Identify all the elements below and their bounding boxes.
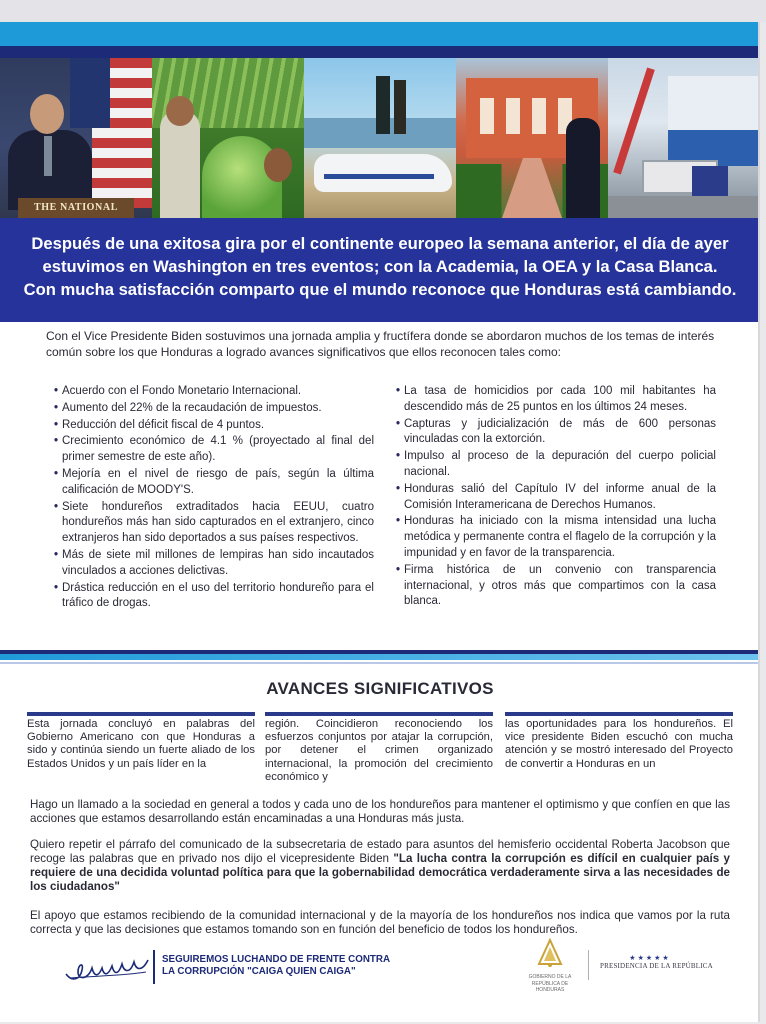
gov-caption-line-1: GOBIERNO DE LA	[528, 974, 572, 980]
press-release-page	[0, 22, 760, 1022]
stars-icon: ★★★★★	[629, 955, 671, 962]
bullet-dot-icon: •	[396, 515, 401, 528]
cargo-ship	[668, 76, 760, 166]
photo-building	[456, 58, 608, 218]
bullet-dot-icon: •	[54, 435, 59, 448]
header-navy-bar	[0, 46, 760, 58]
bullet-dot-icon: •	[54, 385, 59, 397]
bullet-item: • Crecimiento económico de 4.1 % (proyectado al final del primer semestre de este año).	[54, 434, 374, 466]
port-crane	[613, 67, 655, 174]
summary-column-text: las oportunidades para los hondureños. El vice presidente Biden escuchó con mucha atención y se mostró interesado del Proyecto de convertir a Honduras en un	[505, 718, 733, 770]
biden-quote: "La lucha contra la corrupción es difícil en cualquier país y requiere de una decidida voluntad política para que la gobernabilidad democrática verdaderamente sirva a las necesidades de los ciudadanos"	[30, 852, 730, 893]
footer-divider-thin	[588, 950, 589, 980]
speaker-tie	[44, 136, 52, 176]
intro-line-2: común sobre los que Honduras a logrado avances significativos que ellos reconocen tales como:	[46, 345, 561, 359]
bullet-dot-icon: •	[396, 417, 401, 430]
footer-divider	[153, 950, 155, 984]
slogan-line-1: SEGUIREMOS LUCHANDO DE FRENTE CONTRA	[162, 954, 391, 965]
bullet-item: • Honduras salió del Capítulo IV del informe anual de la Comisión Interamericana de Derechos Humanos.	[396, 482, 716, 514]
bullet-dot-icon: •	[54, 467, 59, 480]
bullet-dot-icon: •	[396, 450, 401, 463]
photo-seized-plane	[304, 58, 456, 218]
headline-banner	[0, 218, 760, 322]
summary-column-1	[27, 712, 255, 771]
quote-paragraph	[30, 838, 730, 894]
flag-canton	[70, 58, 110, 128]
summary-column-2	[265, 712, 493, 784]
column-top-bar	[265, 712, 493, 716]
bullet-item: • Firma histórica de un convenio con transparencia internacional, y otros más que compartimos con la casa blanca.	[396, 563, 716, 610]
bullet-item: • Reducción del déficit fiscal de 4 puntos.	[54, 418, 374, 434]
column-top-bar	[27, 712, 255, 716]
bullet-item: • Mejoría en el nivel de riesgo de país, según la última calificación de MOODY'S.	[54, 467, 374, 499]
summary-column-text: Esta jornada concluyó en palabras del Gobierno Americano con que Honduras a sido y continúa siendo un fuerte aliado de los Estados Unidos y un país líder en la	[27, 718, 255, 770]
bullet-dot-icon: •	[54, 548, 59, 561]
signature-icon	[62, 954, 152, 984]
summary-column-text: región. Coincidieron reconociendo los esfuerzos conjuntos por atajar la corrupción, por detener el crimen organizado internacional, la promoción del crecimiento económico y	[265, 718, 493, 783]
column-top-bar	[505, 712, 733, 716]
bullet-item: • Más de siete mil millones de lempiras han sido incautados vinculados a acciones delictivas.	[54, 548, 374, 580]
bullet-dot-icon: •	[396, 385, 401, 397]
coat-of-arms-icon	[537, 938, 563, 968]
bullet-item: • Drástica reducción en el uso del territorio hondureño para el tráfico de drogas.	[54, 581, 374, 613]
call-to-society-paragraph: Hago un llamado a la sociedad en general a todos y cada uno de los hondureños para mantener el optimismo y que confíen en que las acciones que estamos desarrollando están encaminadas a una Honduras más justa.	[30, 798, 730, 825]
farmer2-head	[264, 148, 292, 182]
summary-column-3	[505, 712, 733, 771]
intro-paragraph	[46, 328, 726, 360]
photo-speaker-podium	[0, 58, 152, 218]
podium-label: THE NATIONAL	[18, 198, 134, 218]
government-emblem	[520, 938, 580, 994]
headline-line-2: estuvimos en Washington en tres eventos; con la Academia, la OEA y la Casa Blanca.	[42, 257, 718, 276]
section-divider-light	[0, 662, 760, 664]
plane-fuselage	[314, 154, 452, 192]
port-ground	[608, 196, 760, 218]
quote-intro: Quiero repetir el párrafo del comunicado de la subsecretaria de estado para asuntos del hemisferio occidental Roberta Jacobson que recoge las palabras que en privado nos dijo el vicepresidente Biden	[30, 838, 730, 865]
headline-line-3: Con mucha satisfacción comparto que el mundo reconoce que Honduras está cambiando.	[23, 280, 737, 299]
presidencia-label: PRESIDENCIA DE LA REPÚBLICA	[600, 962, 713, 970]
speaker-head	[30, 94, 64, 134]
bullet-dot-icon: •	[396, 563, 401, 576]
header-cyan-bar	[0, 22, 760, 46]
section-divider-cyan	[0, 654, 760, 660]
headline-line-1: Después de una exitosa gira por el continente europeo la semana anterior, el día de ayer	[31, 234, 729, 253]
bullet-item: • Siete hondureños extraditados hacia EEUU, cuatro hondureños más han sido capturados en el extranjero, cinco extranjeros han sido deportados a sus países respectivos.	[54, 500, 374, 547]
bullet-item: • Acuerdo con el Fondo Monetario Internacional.	[54, 384, 374, 400]
gov-caption-line-2: REPÚBLICA DE HONDURAS	[531, 981, 569, 993]
bullet-item: • Impulso al proceso de la depuración del cuerpo policial nacional.	[396, 449, 716, 481]
farmer-head	[166, 96, 194, 126]
farmer-body	[160, 110, 200, 218]
slogan-line-2: LA CORRUPCIÓN "CAIGA QUIEN CAIGA"	[162, 966, 356, 977]
top-strip	[0, 0, 766, 22]
guard-figure	[566, 118, 600, 218]
photo-strip	[0, 58, 760, 218]
plane-stripe	[324, 174, 434, 179]
bullet-item: • La tasa de homicidios por cada 100 mil habitantes ha descendido más de 25 puntos en los últimos 24 meses.	[396, 384, 716, 416]
soldier-figure	[376, 76, 390, 134]
bullet-dot-icon: •	[54, 500, 59, 513]
bullet-dot-icon: •	[54, 418, 59, 431]
soldier-figure-2	[394, 80, 406, 134]
section-title: AVANCES SIGNIFICATIVOS	[266, 679, 494, 698]
intro-line-1: Con el Vice Presidente Biden sostuvimos una jornada amplia y fructífera donde se abordaron muchos de los temas de interés	[46, 329, 715, 343]
photo-port	[608, 58, 760, 218]
truck-cab	[692, 166, 728, 196]
bullets-right-column	[396, 384, 716, 611]
bullet-dot-icon: •	[54, 581, 59, 594]
bullet-item: • Aumento del 22% de la recaudación de impuestos.	[54, 401, 374, 417]
bullets-left-column	[54, 384, 374, 613]
bullet-item: • Capturas y judicialización de más de 600 personas vinculadas con la extorción.	[396, 417, 716, 449]
footer-slogan	[162, 954, 390, 978]
presidencia-logo	[600, 954, 713, 970]
bullet-item: • Honduras ha iniciado con la misma intensidad una lucha metódica y permanente contra el flagelo de la corrupción y la impunidad y en favor de la transparencia.	[396, 514, 716, 561]
bullet-dot-icon: •	[396, 482, 401, 495]
photo-farmers	[152, 58, 304, 218]
bullet-dot-icon: •	[54, 401, 59, 414]
support-paragraph: El apoyo que estamos recibiendo de la comunidad internacional y de la mayoría de los hondureños nos indica que vamos por la ruta correcta y que las decisiones que estamos tomando son en función del beneficio de todos los hondureños.	[30, 909, 730, 936]
